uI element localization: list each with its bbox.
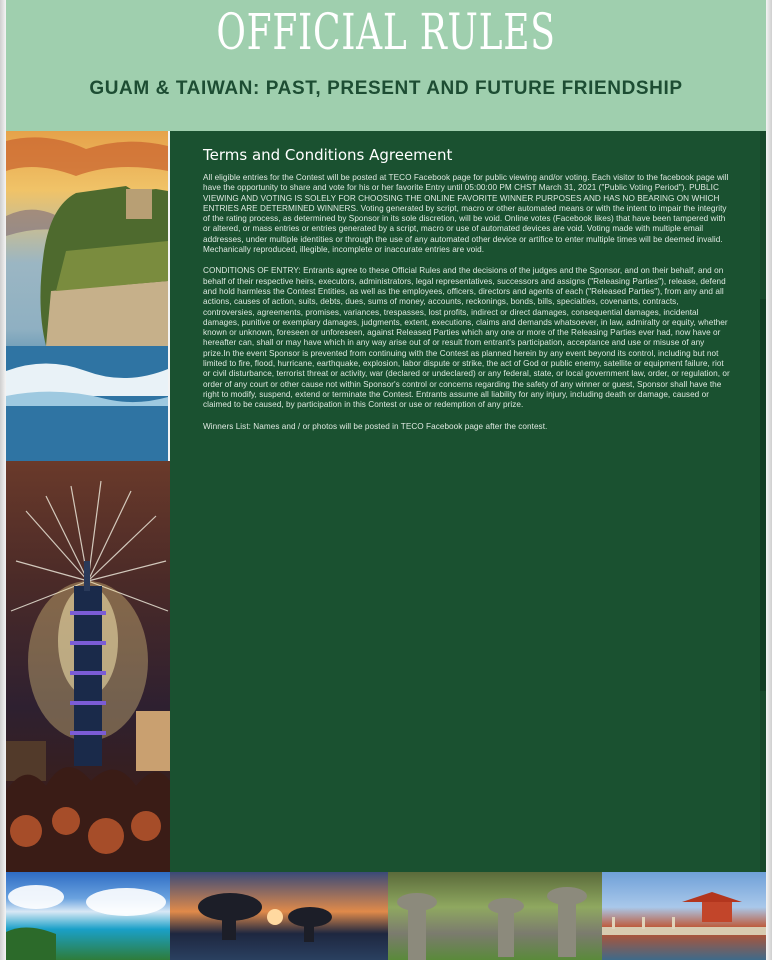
pagoda-pier-photo (602, 872, 766, 960)
winners-list-paragraph: Winners List: Names and / or photos will be posted in TECO Facebook page after the contest. (203, 421, 548, 431)
page-title: OFFICIAL RULES (216, 3, 556, 61)
latte-stones-photo (388, 872, 602, 960)
beach-coast-photo (6, 872, 170, 960)
conditions-of-entry-paragraph: CONDITIONS OF ENTRY: Entrants agree to these Official Rules and the decisions of the judges and the Sponsor, and on their behalf, and on behalf of their respective heirs, executors, administrators, legal representatives, successors and assigns ("Releasing Parties"), release, defend and hold harmless the Contest Entities, as well as the employees, officers, directors and agents of each ("Released Parties"), from any and all actions, causes of action, suits, debts, dues, sums of money, accounts, reckonings, bonds, bills, specialties, covenants, contracts, controversies, agreements, promises, variances, trespasses, lost profits, indirect or direct damages, consequential damages, incidental damages, punitive or exemplary damages, judgments, extent, executions, claims and demands whatsoever, in law, admiralty or equity, whether known or unknown, foreseen or unforeseen, against Released Parties which any one or more of the Releasing Parties ever had, now have or hereafter can, shall or may have which in any way arise out of or result from entrant's participation, acceptance and use or misuse of any prize.In the event Sponsor is prevented from continuing with the Contest as planned herein by any event beyond its control, including but not limited to fire, flood, hurricane, earthquake, explosion, labor dispute or strike, the act of God or public enemy, satellite or equipment failure, riot or civil disturbance, terrorist threat or activity, war (declared or undeclared) or any federal, state, or local government law, order, or regulation, or order of any court or other cause not within Sponsor's control or concerns regarding the safety of any winner or guest, Sponsor shall have the right to modify, suspend, extend or terminate the Contest. Entrants assume all liability for any injury, including death or damage, caused or claimed to be caused, by participation in this Contest or use or redemption of any prize. (203, 266, 730, 410)
page-subtitle: GUAM & TAIWAN: PAST, PRESENT AND FUTURE FRIENDSHIP (89, 78, 683, 99)
page-right-edge (766, 0, 772, 960)
cliff-photo (6, 131, 168, 461)
terms-heading: Terms and Conditions Agreement (203, 146, 453, 164)
terms-panel (170, 131, 766, 872)
scrollbar-thumb[interactable] (760, 299, 766, 691)
rock-formation-sunset-photo (170, 872, 388, 960)
header-banner (6, 0, 766, 131)
voting-rules-paragraph: All eligible entries for the Contest will be posted at TECO Facebook page for public viewing and/or voting. Each visitor to the facebook page will have the opportunity to share and vote for his or her favorite Entry until 05:00:00 PM CHST March 31, 2021 ("Public Voting Period"). PUBLIC VIEWING AND VOTING IS SOLELY FOR CHOOSING THE ONLINE FAVORITE WINNER PURPOSES AND HAS NO BEARING ON WHICH ENTRIES ARE DETERMINED WINNERS. Voting generated by script, macro or other automated means or with the intent to impair the integrity of the rating process, as determined by Sponsor in its sole discretion, will be void. Online votes (Facebook likes) that have been tampered with or altered, or mass entries or entries generated by a script, macro or use of automated devices are void. Voting made with multiple email addresses, under multiple identities or through the use of any automated other device or artifice to enter multiple times will be deemed invalid. Mechanically reproduced, illegible, incomplete or inaccurate entries are void. (203, 173, 729, 255)
taipei-101-fireworks-photo (6, 461, 170, 872)
terms-content (203, 146, 731, 443)
scrollbar-track[interactable] (760, 131, 766, 872)
